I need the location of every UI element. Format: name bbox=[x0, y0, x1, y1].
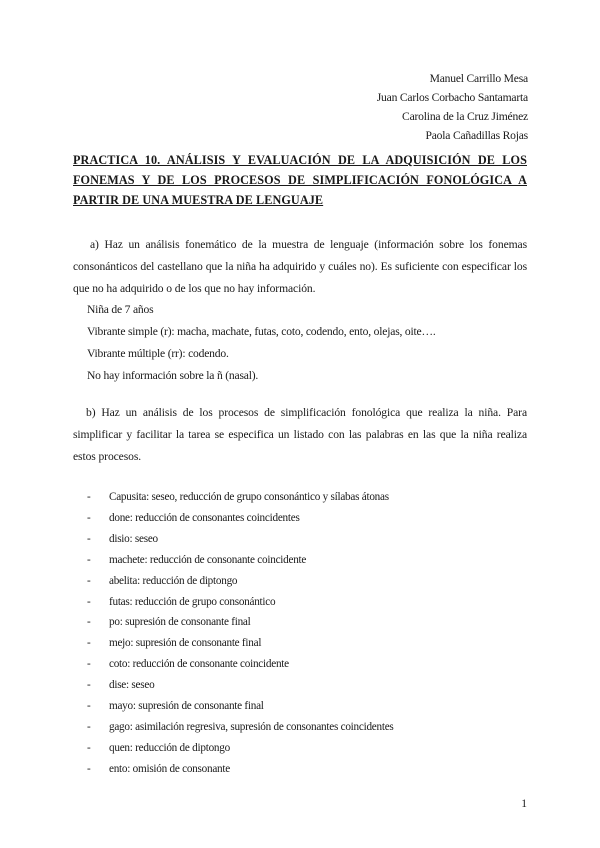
page-number: 1 bbox=[521, 797, 527, 810]
list-bullet: - bbox=[87, 616, 91, 629]
list-item-text: done: reducción de consonantes coincidentes bbox=[109, 511, 300, 524]
document-title: PRACTICA 10. ANÁLISIS Y EVALUACIÓN DE LA ADQUISICIÓN DE LOS FONEMAS Y DE LOS PROCESOS DE SIMPLIFICACIÓN FONOLÓGICA A PARTIR DE UNA MUESTRA DE LENGUAJE bbox=[73, 153, 527, 207]
list-item bbox=[87, 487, 394, 508]
author-name: Carolina de la Cruz Jiménez bbox=[402, 110, 528, 123]
list-item bbox=[87, 612, 394, 633]
list-bullet: - bbox=[87, 595, 91, 608]
list-item bbox=[87, 654, 394, 675]
author-name: Manuel Carrillo Mesa bbox=[429, 72, 528, 85]
list-bullet: - bbox=[87, 511, 91, 524]
list-item-text: Capusita: seseo, reducción de grupo consonántico y sílabas átonas bbox=[109, 491, 389, 503]
list-bullet: - bbox=[87, 700, 91, 713]
list-item bbox=[87, 675, 394, 696]
list-bullet: - bbox=[87, 637, 91, 650]
list-item-text: machete: reducción de consonante coincidente bbox=[109, 553, 307, 566]
list-item-text: ento: omisión de consonante bbox=[109, 762, 230, 775]
list-bullet: - bbox=[87, 720, 91, 733]
question-a-paragraph: a) Haz un análisis fonemático de la muestra de lenguaje (información sobre los fonemas consonánticos del castellano que la niña ha adquirido y cuáles no). Es suficiente con especificar los que no ha adquirido o de los que no hay información. bbox=[73, 238, 527, 295]
list-item bbox=[87, 571, 394, 592]
list-bullet: - bbox=[87, 553, 91, 566]
list-item bbox=[87, 696, 394, 717]
list-bullet: - bbox=[87, 762, 91, 775]
list-item bbox=[87, 529, 394, 550]
list-item bbox=[87, 759, 394, 780]
list-bullet: - bbox=[87, 679, 91, 692]
question-b-paragraph: b) Haz un análisis de los procesos de simplificación fonológica que realiza la niña. Para simplificar y facilitar la tarea se especifica un listado con las palabras en las que la niña realiza estos procesos. bbox=[73, 406, 527, 463]
list-item-text: mejo: supresión de consonante final bbox=[109, 637, 262, 650]
list-item bbox=[87, 550, 394, 571]
analysis-line: Vibrante múltiple (rr): codendo. bbox=[87, 347, 229, 360]
list-item-text: quen: reducción de diptongo bbox=[109, 741, 230, 754]
list-item-text: futas: reducción de grupo consonántico bbox=[109, 595, 276, 608]
author-name: Paola Cañadillas Rojas bbox=[425, 129, 528, 142]
list-bullet: - bbox=[87, 741, 91, 754]
list-item-text: gago: asimilación regresiva, supresión de consonantes coincidentes bbox=[109, 720, 394, 733]
phoneme-analysis bbox=[87, 299, 436, 387]
list-item bbox=[87, 508, 394, 529]
list-item bbox=[87, 633, 394, 654]
list-item-text: dise: seseo bbox=[109, 679, 155, 692]
list-item-text: mayo: supresión de consonante final bbox=[109, 700, 264, 713]
simplification-process-list bbox=[87, 487, 394, 780]
list-item-text: disio: seseo bbox=[109, 532, 158, 545]
list-item bbox=[87, 592, 394, 613]
list-item bbox=[87, 738, 394, 759]
analysis-line: Vibrante simple (r): macha, machate, futas, coto, codendo, ento, olejas, oite…. bbox=[87, 325, 436, 338]
list-item-text: coto: reducción de consonante coincidente bbox=[109, 658, 289, 671]
list-bullet: - bbox=[87, 574, 91, 587]
list-bullet: - bbox=[87, 491, 91, 503]
list-bullet: - bbox=[87, 658, 91, 671]
list-item bbox=[87, 717, 394, 738]
list-bullet: - bbox=[87, 532, 91, 545]
author-list bbox=[377, 69, 528, 145]
author-name: Juan Carlos Corbacho Santamarta bbox=[376, 91, 528, 104]
analysis-line: Niña de 7 años bbox=[87, 303, 154, 316]
analysis-line: No hay información sobre la ñ (nasal). bbox=[87, 369, 259, 382]
list-item-text: abelita: reducción de diptongo bbox=[109, 574, 238, 587]
list-item-text: po: supresión de consonante final bbox=[109, 616, 251, 629]
